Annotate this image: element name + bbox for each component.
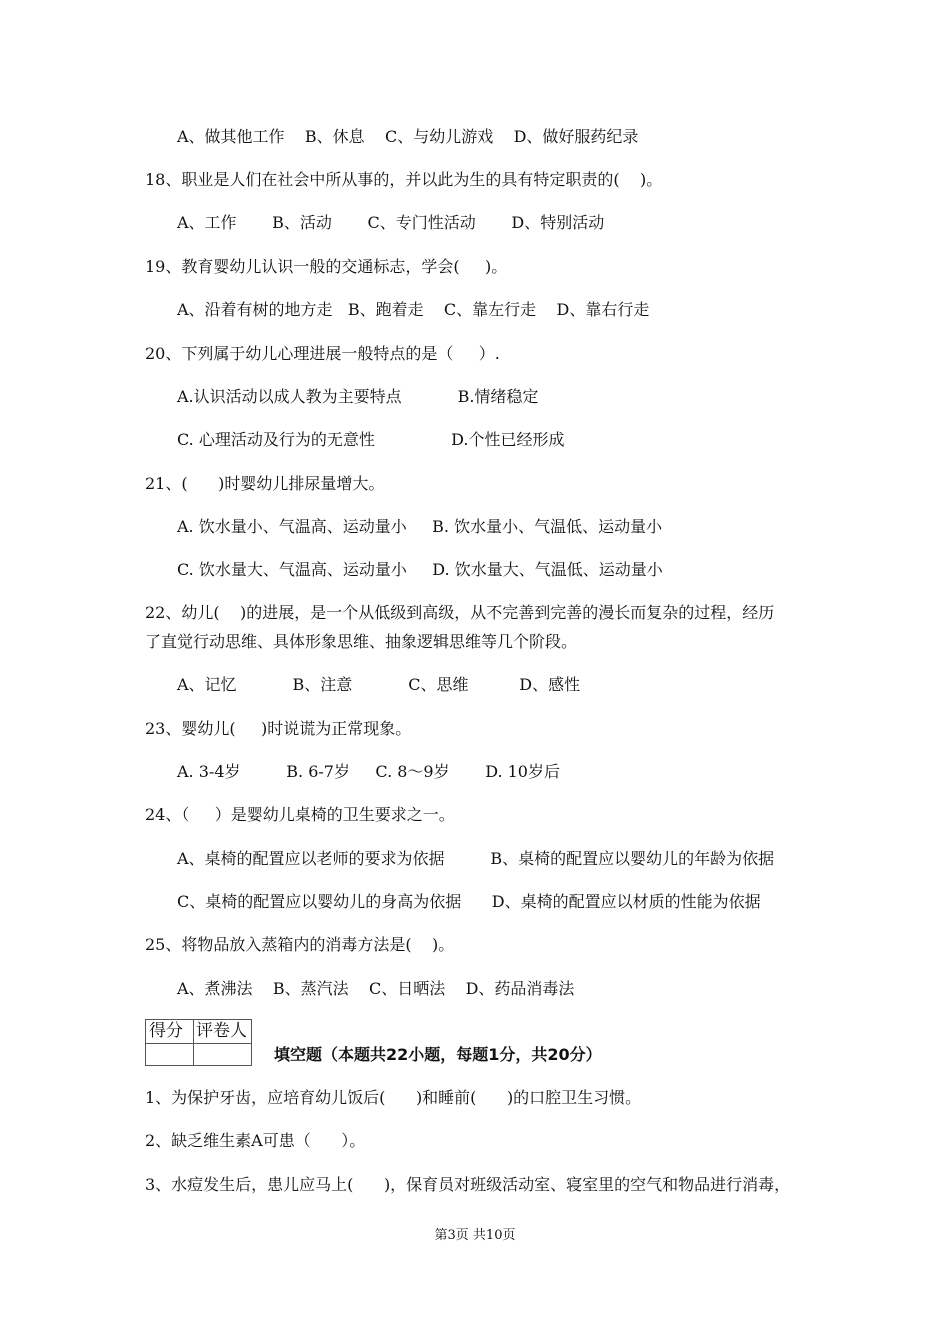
q20-options-cd: C. 心理活动及行为的无意性 D.个性已经形成	[177, 430, 565, 449]
score-label: 得分	[149, 1021, 183, 1041]
q23-stem: 23、婴幼儿( )时说谎为正常现象。	[145, 719, 412, 738]
fill-q3: 3、水痘发生后，患儿应马上( )，保育员对班级活动室、寝室里的空气和物品进行消毒，	[145, 1175, 791, 1194]
page-footer: 第3页 共10页	[434, 1228, 516, 1243]
q17-options: A、做其他工作 B、休息 C、与幼儿游戏 D、做好服药纪录	[177, 127, 639, 146]
q21-options-cd: C. 饮水量大、气温高、运动量小 D. 饮水量大、气温低、运动量小	[177, 560, 663, 579]
q20-stem: 20、下列属于幼儿心理进展一般特点的是（ ）.	[145, 344, 500, 363]
q18-options: A、工作 B、活动 C、专门性活动 D、特别活动	[177, 213, 605, 232]
q25-options: A、煮沸法 B、蒸汽法 C、日晒法 D、药品消毒法	[177, 979, 575, 998]
q18-stem: 18、职业是人们在社会中所从事的，并以此为生的具有特定职责的( )。	[145, 170, 663, 189]
q22-options: A、记忆 B、注意 C、思维 D、感性	[177, 675, 581, 694]
fill-q2: 2、缺乏维生素A可患（ ）。	[145, 1131, 366, 1150]
q20-options-ab: A.认识活动以成人教为主要特点 B.情绪稳定	[177, 387, 539, 406]
section-title: 填空题（本题共22小题，每题1分，共20分）	[274, 1045, 602, 1064]
q22-stem-line1: 22、幼儿( )的进展，是一个从低级到高级，从不完善到完善的漫长而复杂的过程，经历	[145, 603, 775, 622]
q24-options-ab: A、桌椅的配置应以老师的要求为依据 B、桌椅的配置应以婴幼儿的年龄为依据	[177, 849, 775, 868]
q25-stem: 25、将物品放入蒸箱内的消毒方法是( )。	[145, 935, 455, 954]
score-cell-value	[145, 1043, 194, 1066]
reviewer-cell-value	[193, 1043, 252, 1066]
q19-options: A、沿着有树的地方走 B、跑着走 C、靠左行走 D、靠右行走	[177, 300, 650, 319]
q21-stem: 21、( )时婴幼儿排尿量增大。	[145, 474, 385, 493]
fill-q1: 1、为保护牙齿，应培育幼儿饭后( )和睡前( )的口腔卫生习惯。	[145, 1088, 642, 1107]
reviewer-label: 评卷人	[196, 1021, 247, 1041]
q24-options-cd: C、桌椅的配置应以婴幼儿的身高为依据 D、桌椅的配置应以材质的性能为依据	[177, 892, 761, 911]
q22-stem-line2: 了直觉行动思维、具体形象思维、抽象逻辑思维等几个阶段。	[145, 632, 578, 651]
q21-options-ab: A. 饮水量小、气温高、运动量小 B. 饮水量小、气温低、运动量小	[177, 517, 663, 536]
q23-options: A. 3-4岁 B. 6-7岁 C. 8～9岁 D. 10岁后	[177, 762, 560, 781]
q19-stem: 19、教育婴幼儿认识一般的交通标志，学会( )。	[145, 257, 508, 276]
q24-stem: 24、（ ）是婴幼儿桌椅的卫生要求之一。	[145, 805, 455, 824]
